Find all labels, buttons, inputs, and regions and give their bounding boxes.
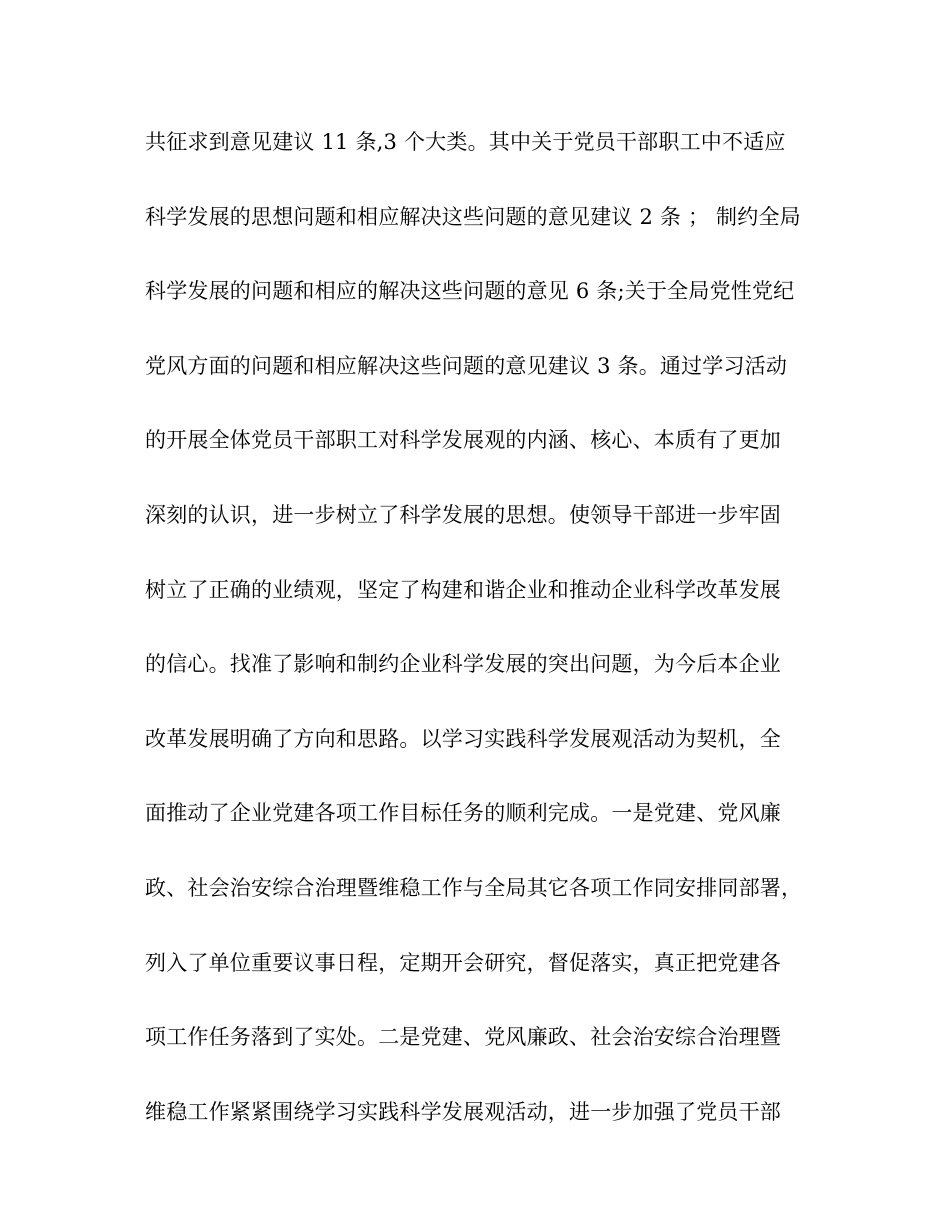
text-line: 党风方面的问题和相应解决这些问题的意见建议 3 条。通过学习活动 <box>145 353 788 378</box>
text-line: 项工作任务落到了实处。二是党建、党风廉政、社会治安综合治理暨 <box>145 1025 781 1050</box>
text-line: 树立了正确的业绩观，坚定了构建和谐企业和推动企业科学改革发展 <box>145 577 781 602</box>
text-line: 面推动了企业党建各项工作目标任务的顺利完成。一是党建、党风廉 <box>145 801 781 826</box>
text-line: 共征求到意见建议 11 条,3 个大类。其中关于党员干部职工中不适应 <box>145 130 786 154</box>
text-line: 政、社会治安综合治理暨维稳工作与全局其它各项工作同安排同部署， <box>145 875 803 900</box>
body-text <box>145 122 825 1166</box>
text-line: 科学发展的问题和相应的解决这些问题的意见 6 条;关于全局党性党纪 <box>145 279 795 304</box>
text-line: 的信心。找准了影响和制约企业科学发展的突出问题，为今后本企业 <box>145 652 781 677</box>
text-line: 科学发展的思想问题和相应解决这些问题的意见建议 2 条 ； 制约全局 <box>145 204 801 229</box>
text-line: 改革发展明确了方向和思路。以学习实践科学发展观活动为契机，全 <box>145 726 781 751</box>
text-line: 维稳工作紧紧围绕学习实践科学发展观活动，进一步加强了党员干部 <box>145 1099 781 1124</box>
text-line: 深刻的认识，进一步树立了科学发展的思想。使领导干部进一步牢固 <box>145 502 781 527</box>
text-line: 的开展全体党员干部职工对科学发展观的内涵、核心、本质有了更加 <box>145 428 781 453</box>
text-line: 列入了单位重要议事日程，定期开会研究，督促落实，真正把党建各 <box>145 950 781 975</box>
